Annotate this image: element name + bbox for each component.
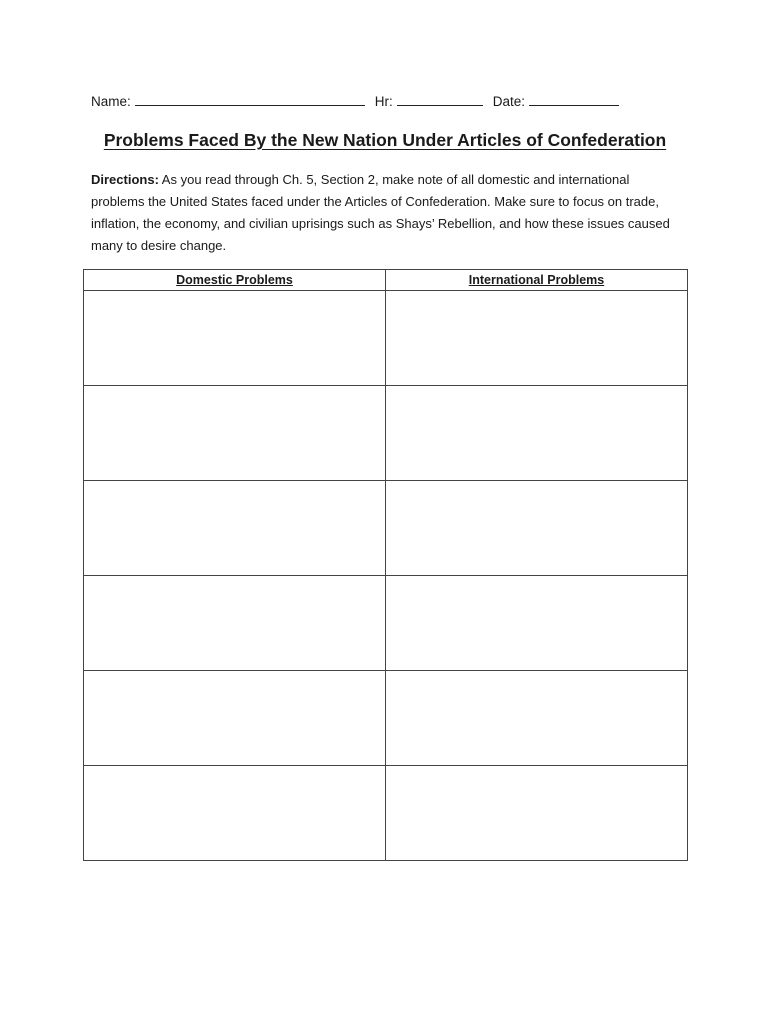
table-row (84, 671, 688, 766)
international-cell[interactable] (386, 766, 688, 861)
name-blank[interactable] (135, 93, 365, 106)
table-row (84, 576, 688, 671)
international-cell[interactable] (386, 386, 688, 481)
directions-paragraph (91, 169, 671, 257)
date-blank[interactable] (529, 93, 619, 106)
domestic-cell[interactable] (84, 576, 386, 671)
table-row (84, 481, 688, 576)
name-label: Name: (91, 94, 131, 109)
domestic-cell[interactable] (84, 671, 386, 766)
directions-label: Directions: (91, 172, 159, 187)
domestic-cell[interactable] (84, 386, 386, 481)
domestic-cell[interactable] (84, 766, 386, 861)
hr-label: Hr: (374, 94, 393, 109)
date-label: Date: (492, 94, 526, 109)
hr-blank[interactable] (397, 93, 483, 106)
international-cell[interactable] (386, 671, 688, 766)
table-header-row (84, 270, 688, 291)
international-cell[interactable] (386, 291, 688, 386)
international-problems-header: International Problems (386, 270, 688, 291)
problems-table (83, 269, 688, 861)
domestic-problems-header: Domestic Problems (84, 270, 386, 291)
worksheet-title: Problems Faced By the New Nation Under Articles of Confederation (103, 130, 667, 150)
international-cell[interactable] (386, 481, 688, 576)
domestic-cell[interactable] (84, 481, 386, 576)
table-row (84, 386, 688, 481)
table-row (84, 766, 688, 861)
student-info-line (91, 93, 623, 109)
directions-text: As you read through Ch. 5, Section 2, make note of all domestic and international problems the United States faced under the Articles of Confederation. Make sure to focus on trade, inflation, the economy, and civilian uprisings such as Shays’ Rebellion, and how these issues caused many to desire change. (91, 172, 670, 253)
international-cell[interactable] (386, 576, 688, 671)
table-row (84, 291, 688, 386)
domestic-cell[interactable] (84, 291, 386, 386)
